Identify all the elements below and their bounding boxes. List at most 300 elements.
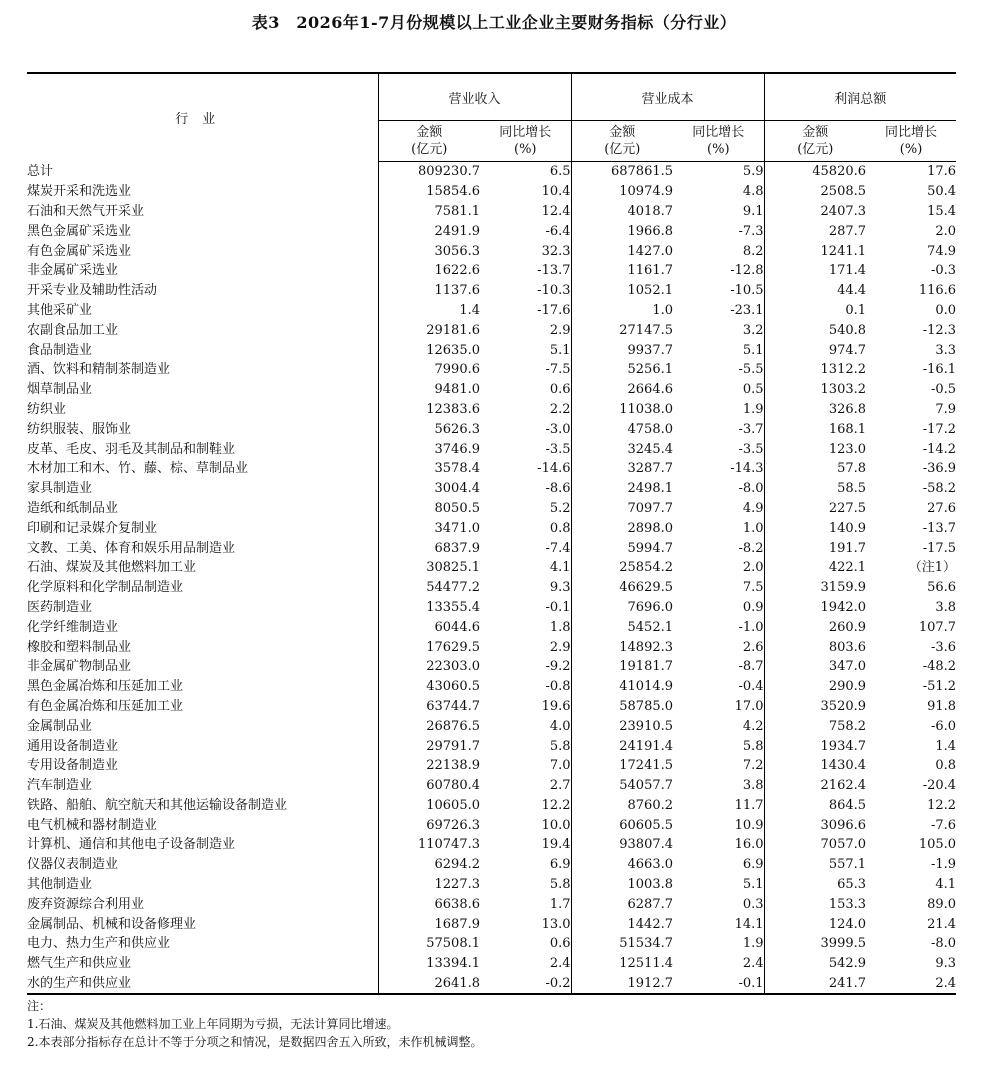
revenue-amount-cell: 3004.4 <box>378 479 480 499</box>
cost-amount-cell: 4663.0 <box>571 855 673 875</box>
cost-growth-cell: -8.2 <box>738 540 764 556</box>
industry-name-cell: 燃气生产和供应业 <box>27 956 132 972</box>
revenue-growth-cell: 19.4 <box>541 837 571 853</box>
profit-growth-cell: -3.6 <box>930 639 957 655</box>
profit-amount-header: 金额 (亿元) <box>764 121 866 162</box>
revenue-amount-cell: 3056.3 <box>378 241 480 261</box>
note-2: 2.本表部分指标存在总计不等于分项之和情况，是数据四舍五入所致，未作机械调整。 <box>27 1035 483 1049</box>
cost-growth-cell: 0.9 <box>742 599 764 615</box>
profit-amount-cell: 3159.9 <box>764 578 866 598</box>
cost-amount-cell: 1912.7 <box>571 974 673 995</box>
industry-header: 行业 <box>175 112 230 128</box>
industry-name-cell: 电气机械和器材制造业 <box>27 817 158 833</box>
table-row <box>27 400 956 420</box>
industry-name-cell: 金属制品业 <box>27 718 93 734</box>
revenue-amount-cell: 7990.6 <box>378 360 480 380</box>
profit-amount-cell: 287.7 <box>764 221 866 241</box>
profit-growth-cell: 4.1 <box>935 877 957 893</box>
cost-growth-cell: -8.7 <box>738 659 764 675</box>
revenue-amount-cell: 1687.9 <box>378 914 480 934</box>
revenue-amount-cell: 3578.4 <box>378 459 480 479</box>
cost-amount-cell: 24191.4 <box>571 736 673 756</box>
revenue-growth-cell: 4.0 <box>549 718 571 734</box>
table-row <box>27 558 956 578</box>
revenue-growth-cell: 5.8 <box>549 738 571 754</box>
profit-amount-cell: 1942.0 <box>764 598 866 618</box>
profit-growth-cell: -13.7 <box>922 520 957 536</box>
cost-growth-cell: 11.7 <box>734 797 764 813</box>
table-row <box>27 736 956 756</box>
table-row <box>27 340 956 360</box>
table-body <box>27 162 956 995</box>
cost-amount-cell: 1052.1 <box>571 281 673 301</box>
profit-growth-cell: （注1） <box>908 560 957 576</box>
revenue-amount-cell: 3471.0 <box>378 518 480 538</box>
profit-growth-cell: -51.2 <box>922 679 957 695</box>
table-row <box>27 756 956 776</box>
cost-group-header: 营业成本 <box>571 73 764 121</box>
cost-amount-cell: 93807.4 <box>571 835 673 855</box>
cost-growth-cell: -3.5 <box>738 441 764 457</box>
table-row <box>27 796 956 816</box>
cost-amount-cell: 7097.7 <box>571 499 673 519</box>
profit-growth-cell: -16.1 <box>922 362 957 378</box>
profit-growth-cell: 2.4 <box>866 974 956 995</box>
profit-growth-header: 同比增长 (%) <box>866 121 956 162</box>
cost-amount-cell: 58785.0 <box>571 697 673 717</box>
table-row <box>27 578 956 598</box>
profit-growth-cell: -8.0 <box>930 936 957 952</box>
cost-growth-cell: 10.9 <box>734 817 764 833</box>
cost-growth-cell: 7.5 <box>742 580 764 596</box>
cost-amount-cell: 1003.8 <box>571 875 673 895</box>
table-row <box>27 855 956 875</box>
revenue-amount-cell: 43060.5 <box>378 677 480 697</box>
profit-amount-cell: 171.4 <box>764 261 866 281</box>
cost-growth-cell: -23.1 <box>730 302 764 318</box>
profit-growth-cell: -17.2 <box>922 421 957 437</box>
revenue-growth-cell: -7.4 <box>545 540 571 556</box>
revenue-amount-header: 金额 (亿元) <box>378 121 480 162</box>
revenue-growth-cell: 0.6 <box>549 936 571 952</box>
revenue-growth-cell: 7.0 <box>549 758 571 774</box>
table-row <box>27 320 956 340</box>
revenue-amount-cell: 6294.2 <box>378 855 480 875</box>
profit-amount-cell: 1934.7 <box>764 736 866 756</box>
table-row <box>27 894 956 914</box>
profit-growth-cell: 21.4 <box>927 916 957 932</box>
cost-amount-cell: 5994.7 <box>571 538 673 558</box>
revenue-growth-cell: 2.9 <box>549 639 571 655</box>
revenue-amount-cell: 1622.6 <box>378 261 480 281</box>
industry-name-cell: 农副食品加工业 <box>27 322 119 338</box>
cost-growth-cell: 3.2 <box>742 322 764 338</box>
profit-amount-cell: 44.4 <box>764 281 866 301</box>
table-row <box>27 261 956 281</box>
revenue-amount-cell: 54477.2 <box>378 578 480 598</box>
table-row <box>27 221 956 241</box>
revenue-growth-cell: 5.2 <box>549 500 571 516</box>
industry-name-cell: 水的生产和供应业 <box>27 974 378 995</box>
revenue-amount-cell: 10605.0 <box>378 796 480 816</box>
cost-growth-cell: -0.1 <box>673 974 764 995</box>
table-row <box>27 716 956 736</box>
profit-amount-cell: 1303.2 <box>764 380 866 400</box>
industry-name-cell: 皮革、毛皮、羽毛及其制品和制鞋业 <box>27 441 236 457</box>
profit-amount-cell: 140.9 <box>764 518 866 538</box>
revenue-growth-cell: -0.8 <box>545 679 571 695</box>
industry-name-cell: 专用设备制造业 <box>27 758 119 774</box>
profit-amount-cell: 191.7 <box>764 538 866 558</box>
table-row <box>27 835 956 855</box>
cost-amount-cell: 51534.7 <box>571 934 673 954</box>
cost-growth-cell: 5.1 <box>742 342 764 358</box>
profit-growth-cell: 3.3 <box>935 342 957 358</box>
table-row <box>27 776 956 796</box>
revenue-amount-cell: 110747.3 <box>378 835 480 855</box>
cost-amount-cell: 60605.5 <box>571 815 673 835</box>
cost-amount-cell: 4018.7 <box>571 202 673 222</box>
profit-growth-cell: -0.5 <box>930 382 957 398</box>
cost-amount-cell: 54057.7 <box>571 776 673 796</box>
revenue-growth-cell: -8.6 <box>545 481 571 497</box>
industry-name-cell: 纺织服装、服饰业 <box>27 421 132 437</box>
revenue-growth-cell: 10.0 <box>541 817 571 833</box>
profit-growth-cell: -17.5 <box>922 540 957 556</box>
cost-amount-cell: 4758.0 <box>571 419 673 439</box>
profit-amount-cell: 0.1 <box>764 301 866 321</box>
industry-name-cell: 化学纤维制造业 <box>27 619 119 635</box>
cost-growth-cell: 0.5 <box>742 382 764 398</box>
revenue-growth-cell: -0.2 <box>480 974 571 995</box>
revenue-amount-cell: 1137.6 <box>378 281 480 301</box>
revenue-amount-cell: 12635.0 <box>378 340 480 360</box>
cost-amount-cell: 46629.5 <box>571 578 673 598</box>
industry-name-cell: 纺织业 <box>27 401 67 417</box>
cost-growth-cell: 9.1 <box>742 203 764 219</box>
industry-name-cell: 金属制品、机械和设备修理业 <box>27 916 197 932</box>
revenue-amount-cell: 2641.8 <box>378 974 480 995</box>
cost-amount-cell: 41014.9 <box>571 677 673 697</box>
cost-amount-cell: 5256.1 <box>571 360 673 380</box>
industry-name-cell: 家具制造业 <box>27 481 93 497</box>
cost-amount-cell: 9937.7 <box>571 340 673 360</box>
revenue-amount-cell: 6044.6 <box>378 617 480 637</box>
industry-name-cell: 造纸和纸制品业 <box>27 500 119 516</box>
table-row <box>27 499 956 519</box>
industry-name-cell: 总计 <box>27 164 54 180</box>
profit-amount-cell: 3999.5 <box>764 934 866 954</box>
cost-growth-cell: -12.8 <box>730 263 764 279</box>
profit-amount-cell: 422.1 <box>764 558 866 578</box>
footnotes <box>27 997 967 1051</box>
profit-amount-cell: 227.5 <box>764 499 866 519</box>
industry-name-cell: 石油和天然气开采业 <box>27 203 145 219</box>
revenue-growth-cell: 10.4 <box>541 184 571 200</box>
industry-name-cell: 电力、热力生产和供应业 <box>27 936 171 952</box>
industry-name-cell: 酒、饮料和精制茶制造业 <box>27 362 171 378</box>
total-row <box>27 162 956 182</box>
table-row <box>27 934 956 954</box>
cost-amount-cell: 8760.2 <box>571 796 673 816</box>
table-row <box>27 518 956 538</box>
profit-amount-cell: 290.9 <box>764 677 866 697</box>
revenue-growth-cell: 12.2 <box>541 797 571 813</box>
cost-growth-cell: 4.9 <box>742 500 764 516</box>
revenue-growth-cell: 1.8 <box>549 619 571 635</box>
profit-amount-cell: 758.2 <box>764 716 866 736</box>
table-row <box>27 459 956 479</box>
industry-name-cell: 黑色金属矿采选业 <box>27 223 132 239</box>
profit-growth-cell: 12.2 <box>927 797 957 813</box>
cost-amount-cell: 12511.4 <box>571 954 673 974</box>
profit-growth-cell: 1.4 <box>935 738 957 754</box>
profit-growth-cell: -58.2 <box>922 481 957 497</box>
cost-growth-cell: 2.4 <box>742 956 764 972</box>
profit-growth-cell: 7.9 <box>935 401 957 417</box>
cost-growth-cell: 5.8 <box>742 738 764 754</box>
cost-amount-header: 金额 (亿元) <box>571 121 673 162</box>
industry-name-cell: 煤炭开采和洗选业 <box>27 184 132 200</box>
revenue-amount-cell: 13355.4 <box>378 598 480 618</box>
cost-amount-cell: 2498.1 <box>571 479 673 499</box>
revenue-growth-cell: 9.3 <box>549 580 571 596</box>
revenue-growth-cell: -13.7 <box>537 263 571 279</box>
note-1: 1.石油、煤炭及其他燃料加工业上年同期为亏损，无法计算同比增速。 <box>27 1017 399 1031</box>
cost-amount-cell: 1427.0 <box>571 241 673 261</box>
industry-name-cell: 废弃资源综合利用业 <box>27 896 145 912</box>
revenue-amount-cell: 26876.5 <box>378 716 480 736</box>
table-row <box>27 202 956 222</box>
table-row <box>27 241 956 261</box>
table-row <box>27 360 956 380</box>
table-row <box>27 281 956 301</box>
revenue-growth-cell: 5.1 <box>549 342 571 358</box>
revenue-amount-cell: 69726.3 <box>378 815 480 835</box>
revenue-amount-cell: 57508.1 <box>378 934 480 954</box>
revenue-amount-cell: 1.4 <box>378 301 480 321</box>
table-row <box>27 974 956 995</box>
revenue-growth-cell: 2.7 <box>549 778 571 794</box>
profit-amount-cell: 2508.5 <box>764 182 866 202</box>
revenue-growth-cell: 6.5 <box>549 164 571 180</box>
cost-growth-cell: 5.9 <box>742 164 764 180</box>
profit-growth-cell: -20.4 <box>922 778 957 794</box>
revenue-amount-cell: 7581.1 <box>378 202 480 222</box>
profit-amount-cell: 542.9 <box>764 954 866 974</box>
profit-amount-cell: 557.1 <box>764 855 866 875</box>
profit-growth-cell: 56.6 <box>927 580 957 596</box>
revenue-growth-cell: 0.8 <box>549 520 571 536</box>
cost-growth-cell: -0.4 <box>738 679 764 695</box>
cost-growth-cell: -5.5 <box>738 362 764 378</box>
revenue-amount-cell: 60780.4 <box>378 776 480 796</box>
revenue-growth-cell: -3.5 <box>545 441 571 457</box>
profit-growth-cell: -12.3 <box>922 322 957 338</box>
profit-amount-cell: 123.0 <box>764 439 866 459</box>
cost-growth-cell: 1.0 <box>742 520 764 536</box>
industry-name-cell: 文教、工美、体育和娱乐用品制造业 <box>27 540 236 556</box>
profit-growth-cell: 3.8 <box>935 599 957 615</box>
revenue-growth-cell: -17.6 <box>537 302 571 318</box>
cost-growth-cell: 1.9 <box>742 401 764 417</box>
revenue-amount-cell: 8050.5 <box>378 499 480 519</box>
cost-growth-cell: 4.8 <box>742 184 764 200</box>
revenue-growth-cell: -3.0 <box>545 421 571 437</box>
industry-name-cell: 计算机、通信和其他电子设备制造业 <box>27 837 236 853</box>
cost-growth-cell: 0.3 <box>742 896 764 912</box>
industry-name-cell: 食品制造业 <box>27 342 93 358</box>
cost-amount-cell: 1.0 <box>571 301 673 321</box>
profit-amount-cell: 347.0 <box>764 657 866 677</box>
profit-growth-cell: -14.2 <box>922 441 957 457</box>
table-row <box>27 538 956 558</box>
profit-growth-cell: 89.0 <box>927 896 957 912</box>
revenue-growth-cell: 32.3 <box>541 243 571 259</box>
profit-amount-cell: 974.7 <box>764 340 866 360</box>
revenue-amount-cell: 9481.0 <box>378 380 480 400</box>
profit-amount-cell: 168.1 <box>764 419 866 439</box>
table-row <box>27 380 956 400</box>
cost-growth-cell: 5.1 <box>742 877 764 893</box>
revenue-amount-cell: 1227.3 <box>378 875 480 895</box>
profit-amount-cell: 7057.0 <box>764 835 866 855</box>
industry-name-cell: 黑色金属冶炼和压延加工业 <box>27 679 184 695</box>
industry-name-cell: 其他采矿业 <box>27 302 93 318</box>
revenue-growth-header: 同比增长 (%) <box>480 121 571 162</box>
cost-amount-cell: 687861.5 <box>571 162 673 182</box>
cost-amount-cell: 17241.5 <box>571 756 673 776</box>
industry-name-cell: 非金属矿物制品业 <box>27 659 132 675</box>
profit-amount-cell: 2407.3 <box>764 202 866 222</box>
cost-growth-cell: 17.0 <box>734 698 764 714</box>
profit-amount-cell: 124.0 <box>764 914 866 934</box>
profit-amount-cell: 803.6 <box>764 637 866 657</box>
table-row <box>27 439 956 459</box>
revenue-amount-cell: 6638.6 <box>378 894 480 914</box>
profit-amount-cell: 540.8 <box>764 320 866 340</box>
profit-amount-cell: 326.8 <box>764 400 866 420</box>
revenue-amount-cell: 5626.3 <box>378 419 480 439</box>
cost-amount-cell: 27147.5 <box>571 320 673 340</box>
cost-growth-cell: -14.3 <box>730 461 764 477</box>
profit-growth-cell: 27.6 <box>927 500 957 516</box>
industry-name-cell: 医药制造业 <box>27 599 93 615</box>
cost-amount-cell: 1442.7 <box>571 914 673 934</box>
profit-growth-cell: -0.3 <box>930 263 957 279</box>
cost-growth-cell: -7.3 <box>738 223 764 239</box>
cost-amount-cell: 2898.0 <box>571 518 673 538</box>
cost-growth-cell: 16.0 <box>734 837 764 853</box>
notes-heading: 注： <box>27 999 52 1013</box>
revenue-growth-cell: -14.6 <box>537 461 571 477</box>
profit-growth-cell: -6.0 <box>930 718 957 734</box>
cost-amount-cell: 6287.7 <box>571 894 673 914</box>
revenue-amount-cell: 30825.1 <box>378 558 480 578</box>
table-title: 表3 2026年1-7月份规模以上工业企业主要财务指标（分行业） <box>251 13 737 32</box>
profit-growth-cell: 116.6 <box>918 283 957 299</box>
table-row <box>27 617 956 637</box>
profit-amount-cell: 153.3 <box>764 894 866 914</box>
cost-growth-cell: 3.8 <box>742 778 764 794</box>
profit-growth-cell: 17.6 <box>927 164 957 180</box>
industry-name-cell: 木材加工和木、竹、藤、棕、草制品业 <box>27 461 249 477</box>
profit-group-header: 利润总额 <box>764 73 956 121</box>
cost-growth-cell: 6.9 <box>742 857 764 873</box>
revenue-amount-cell: 13394.1 <box>378 954 480 974</box>
revenue-growth-cell: 13.0 <box>541 916 571 932</box>
cost-amount-cell: 1161.7 <box>571 261 673 281</box>
industry-name-cell: 烟草制品业 <box>27 382 93 398</box>
profit-growth-cell: -7.6 <box>930 817 957 833</box>
profit-amount-cell: 864.5 <box>764 796 866 816</box>
table-row <box>27 954 956 974</box>
profit-growth-cell: 2.0 <box>935 223 957 239</box>
revenue-growth-cell: -0.1 <box>545 599 571 615</box>
industry-name-cell: 有色金属冶炼和压延加工业 <box>27 698 184 714</box>
revenue-growth-cell: 0.6 <box>549 382 571 398</box>
cost-growth-cell: 4.2 <box>742 718 764 734</box>
profit-growth-cell: -1.9 <box>930 857 957 873</box>
table-row <box>27 697 956 717</box>
cost-growth-cell: -3.7 <box>738 421 764 437</box>
industry-name-cell: 汽车制造业 <box>27 778 93 794</box>
cost-growth-cell: 1.9 <box>742 936 764 952</box>
industry-name-cell: 非金属矿采选业 <box>27 263 119 279</box>
revenue-growth-cell: 1.7 <box>549 896 571 912</box>
cost-amount-cell: 14892.3 <box>571 637 673 657</box>
cost-amount-cell: 2664.6 <box>571 380 673 400</box>
table-row <box>27 637 956 657</box>
profit-growth-cell: 0.0 <box>935 302 957 318</box>
revenue-growth-cell: -9.2 <box>545 659 571 675</box>
industry-name-cell: 石油、煤炭及其他燃料加工业 <box>27 560 197 576</box>
cost-growth-cell: -8.0 <box>738 481 764 497</box>
revenue-group-header: 营业收入 <box>378 73 571 121</box>
cost-amount-cell: 3245.4 <box>571 439 673 459</box>
table-row <box>27 875 956 895</box>
revenue-growth-cell: 12.4 <box>541 203 571 219</box>
profit-amount-cell: 1312.2 <box>764 360 866 380</box>
revenue-growth-cell: 4.1 <box>549 560 571 576</box>
profit-growth-cell: -48.2 <box>922 659 957 675</box>
revenue-amount-cell: 15854.6 <box>378 182 480 202</box>
profit-growth-cell: 105.0 <box>918 837 957 853</box>
profit-amount-cell: 65.3 <box>764 875 866 895</box>
financial-indicators-table <box>27 72 956 995</box>
industry-name-cell: 开采专业及辅助性活动 <box>27 283 158 299</box>
table-row <box>27 598 956 618</box>
profit-amount-cell: 1430.4 <box>764 756 866 776</box>
profit-growth-cell: -36.9 <box>922 461 957 477</box>
table-row <box>27 301 956 321</box>
cost-growth-cell: -10.5 <box>730 283 764 299</box>
table-row <box>27 657 956 677</box>
cost-growth-cell: 8.2 <box>742 243 764 259</box>
table-row <box>27 914 956 934</box>
profit-growth-cell: 107.7 <box>918 619 957 635</box>
cost-growth-cell: 2.6 <box>742 639 764 655</box>
profit-growth-cell: 15.4 <box>927 203 957 219</box>
revenue-amount-cell: 3746.9 <box>378 439 480 459</box>
revenue-growth-cell: 2.4 <box>549 956 571 972</box>
cost-amount-cell: 23910.5 <box>571 716 673 736</box>
revenue-amount-cell: 809230.7 <box>378 162 480 182</box>
industry-name-cell: 通用设备制造业 <box>27 738 119 754</box>
revenue-growth-cell: 5.8 <box>549 877 571 893</box>
cost-amount-cell: 10974.9 <box>571 182 673 202</box>
profit-amount-cell: 3520.9 <box>764 697 866 717</box>
